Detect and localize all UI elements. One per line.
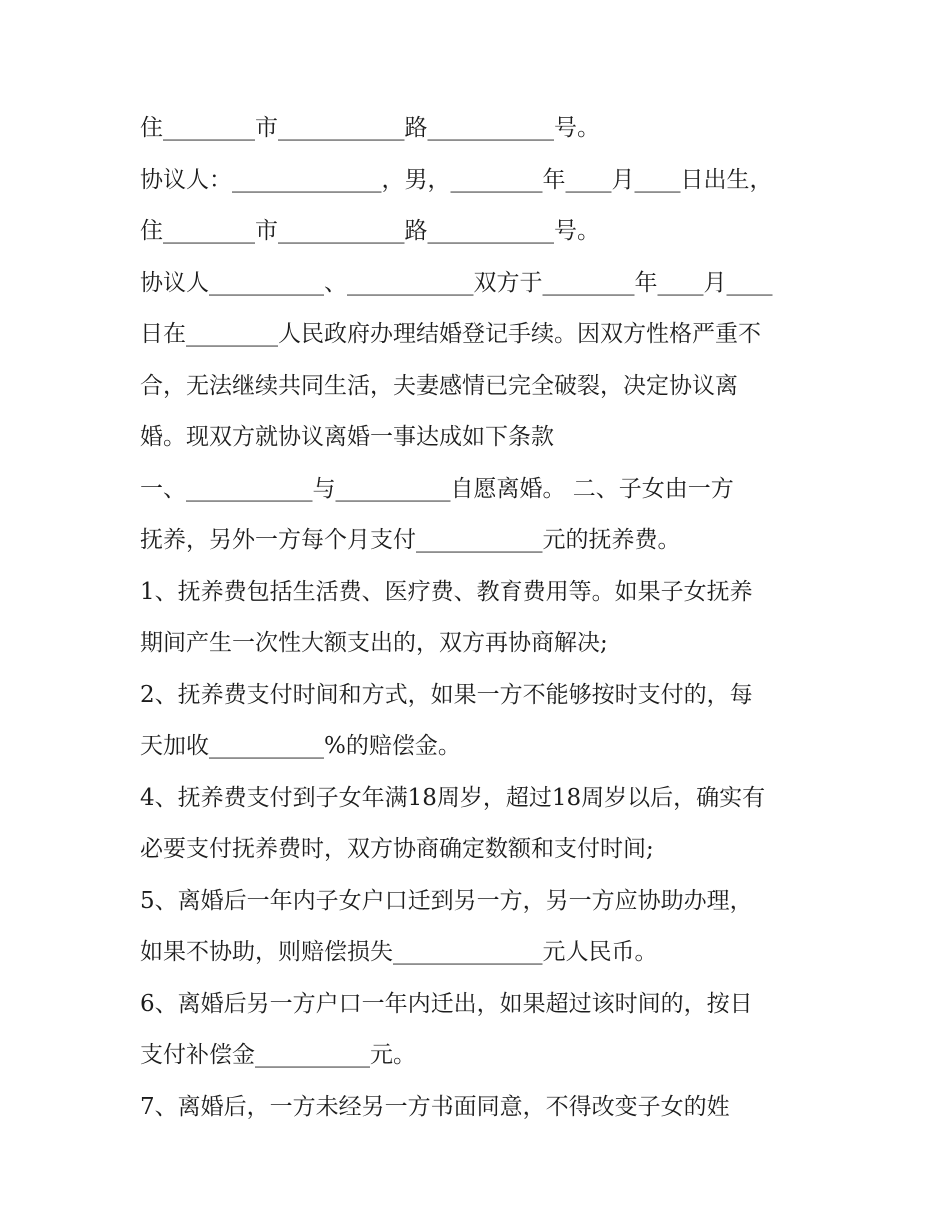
text-line-19: 支付补偿金__________元。 <box>140 1042 416 1068</box>
text-line-17: 如果不协助，则赔偿损失_____________元人民币。 <box>140 939 658 965</box>
text-line-8: 一、___________与__________自愿离婚。 二、子女由一方 <box>140 475 734 502</box>
text-line-2: 协议人：_____________，男，________年____月____日出生， <box>140 166 773 193</box>
text-line-5: 日在________人民政府办理结婚登记手续。因双方性格严重不 <box>140 321 761 347</box>
text-line-14: 4、抚养费支付到子女年满18周岁，超过18周岁以后，确实有 <box>140 784 766 811</box>
text-line-10: 1、抚养费包括生活费、医疗费、教育费用等。如果子女抚养 <box>140 578 753 605</box>
text-line-20: 7、离婚后，一方未经另一方书面同意，不得改变子女的姓 <box>140 1093 730 1120</box>
text-line-12: 2、抚养费支付时间和方式，如果一方不能够按时支付的，每 <box>140 681 753 708</box>
text-line-6: 合，无法继续共同生活，夫妻感情已完全破裂，决定协议离 <box>140 372 738 399</box>
text-line-15: 必要支付抚养费时，双方协商确定数额和支付时间; <box>140 836 654 862</box>
document-page <box>140 103 830 1133</box>
text-line-1: 住________市___________路___________号。 <box>140 115 600 141</box>
text-line-11: 期间产生一次性大额支出的，双方再协商解决; <box>140 630 608 656</box>
text-line-3: 住________市___________路___________号。 <box>140 218 600 244</box>
text-line-7: 婚。现双方就协议离婚一事达成如下条款 <box>140 424 554 450</box>
text-line-9: 抚养，另外一方每个月支付___________元的抚养费。 <box>140 527 681 553</box>
text-line-13: 天加收__________%的赔偿金。 <box>140 733 461 759</box>
text-line-18: 6、离婚后另一方户口一年内迁出，如果超过该时间的，按日 <box>140 990 753 1017</box>
text-line-4: 协议人__________、___________双方于________年____月____ <box>140 269 773 296</box>
text-line-16: 5、离婚后一年内子女户口迁到另一方，另一方应协助办理， <box>140 887 753 914</box>
